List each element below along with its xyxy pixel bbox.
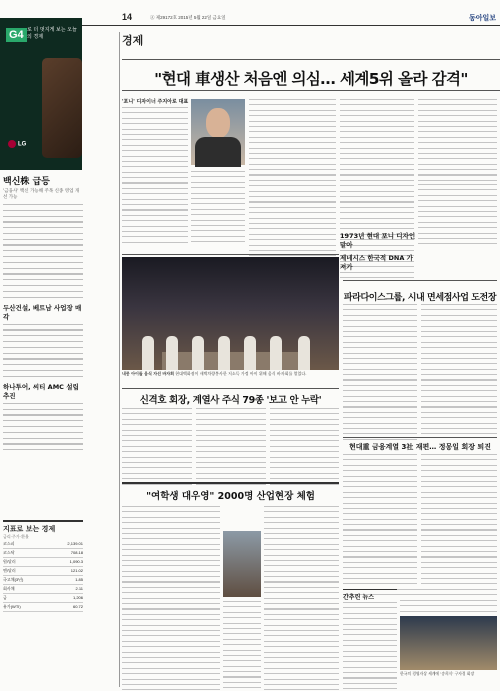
left-body-text-3 bbox=[3, 403, 83, 450]
phone-image bbox=[42, 58, 82, 158]
lg-g4-ad[interactable] bbox=[0, 18, 82, 170]
portrait-heading: '포니' 디자이너 주지아로 대표 bbox=[122, 99, 189, 105]
section-title: 경제 bbox=[122, 34, 144, 47]
left-headline: 백신株 급등 bbox=[3, 177, 50, 187]
table-row: 유가(WTI) 60.72 bbox=[3, 603, 83, 612]
main-headline: "현대 車생산 처음엔 의심… 세계5위 올라 감격" bbox=[154, 70, 468, 88]
article-text bbox=[122, 107, 188, 247]
article-text bbox=[418, 184, 497, 249]
lower-headline: "여학생 대우영" 2000명 산업현장 체험 bbox=[146, 491, 315, 502]
divider bbox=[122, 90, 500, 91]
article-text bbox=[418, 99, 497, 185]
economic-index-table bbox=[3, 520, 83, 612]
side-head-2: 제네시스 한국적 DNA 가져가 bbox=[340, 254, 413, 271]
article-text bbox=[196, 408, 266, 489]
caption-title: 내몽 아이들 음식 자선 바자회 bbox=[122, 371, 174, 376]
news-brief-title: 간추린 뉴스 bbox=[343, 589, 397, 601]
caption-text: 현대백화점이 새벽차량봉사한 저소득 가정 아이 위해 음식 바자회를 열었다. bbox=[175, 371, 307, 376]
divider bbox=[122, 59, 500, 60]
table-title: 지표로 보는 경제 bbox=[3, 520, 83, 534]
award-caption: 한국의 경영자상 세계에 '송희식' 구자경 회장 bbox=[400, 671, 475, 676]
article-text bbox=[421, 454, 497, 600]
finance-headline-2: 현대重 금융계열 3社 재편… 정몽일 회장 퇴진 bbox=[349, 443, 491, 451]
article-text bbox=[264, 506, 339, 691]
portrait-photo bbox=[191, 99, 245, 165]
issue-date: Ⓐ 제29172호 2015년 5월 22일 금요일 bbox=[150, 15, 226, 20]
side-head-1: 1973년 현대 포니 디자인 맡아 bbox=[340, 232, 416, 249]
table-row: 금 1,206 bbox=[3, 594, 83, 603]
left-subheadline: '금융사' 백신 가능해 주목 신종 영업 개선 가능 bbox=[3, 189, 80, 200]
left-subhead-2: 두산건설, 베트남 사업장 매각 bbox=[3, 303, 82, 321]
table-row: 국고채(3년) 1.85 bbox=[3, 576, 83, 585]
article-text bbox=[343, 304, 417, 444]
article-text bbox=[343, 454, 417, 600]
column-separator bbox=[119, 32, 120, 687]
divider bbox=[122, 254, 339, 255]
article-text bbox=[122, 408, 192, 489]
newspaper-brand: 동아일보 bbox=[468, 14, 496, 22]
table-row: 회사채 2.11 bbox=[3, 585, 83, 594]
event-photo bbox=[122, 257, 339, 370]
table-subtitle: 금리·주가·환율 bbox=[3, 534, 29, 539]
ad-copy: 로 더 멋지게 보는 오늘의 경제 bbox=[27, 27, 77, 40]
ad-brand bbox=[8, 140, 26, 148]
table-row: 원/달러 1,090.3 bbox=[3, 558, 83, 567]
left-column bbox=[3, 174, 83, 455]
middle-headline: 신격호 회장, 계열사 주식 79종 '보고 안 누락' bbox=[139, 395, 322, 406]
divider bbox=[343, 280, 497, 281]
photo-caption bbox=[122, 371, 339, 376]
left-body-text-2 bbox=[3, 324, 83, 377]
article-text bbox=[270, 408, 339, 489]
left-subhead-3: 하나투어, 씨티 AMC 설립 추진 bbox=[3, 382, 79, 400]
brief-text bbox=[343, 602, 397, 691]
table-row: 코스닥 708.18 bbox=[3, 549, 83, 558]
page-number: 14 bbox=[122, 12, 133, 22]
article-text bbox=[421, 304, 497, 439]
left-body-text bbox=[3, 204, 83, 298]
portrait-face bbox=[206, 108, 230, 138]
ad-badge: G4 bbox=[6, 28, 27, 42]
portrait-body bbox=[195, 137, 241, 167]
table-row: 엔/달러 121.02 bbox=[3, 567, 83, 576]
lg-logo-icon bbox=[8, 140, 16, 148]
divider bbox=[122, 482, 339, 484]
finance-headline: 파라다이스그룹, 시내 면세점사업 도전장 bbox=[343, 293, 497, 303]
award-photo bbox=[400, 616, 497, 670]
student-photo bbox=[223, 531, 261, 597]
divider bbox=[122, 388, 339, 389]
divider bbox=[343, 437, 497, 438]
ad-brand-text: LG bbox=[18, 141, 27, 148]
article-text bbox=[191, 171, 245, 246]
article-text bbox=[122, 506, 220, 691]
table-row: 코스피 2,139.01 bbox=[3, 540, 83, 549]
article-text bbox=[223, 601, 261, 691]
